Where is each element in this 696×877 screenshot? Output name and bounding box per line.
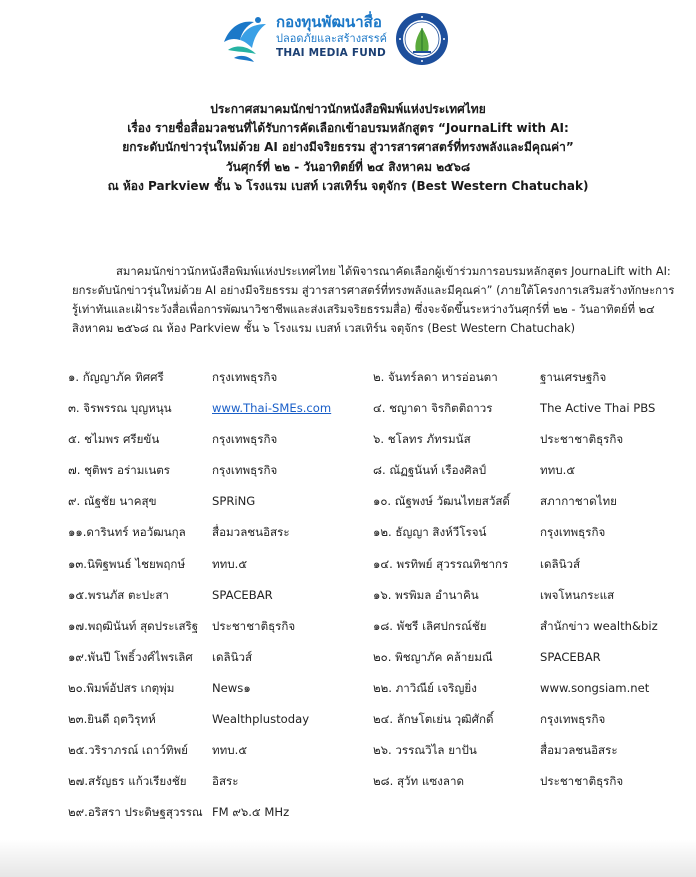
participant-org: ประชาชาติธุรกิจ	[540, 774, 624, 789]
participant-name: ๒๔. ลักษโตเย่น วุฒิศักดิ์	[373, 712, 494, 727]
header-line-4: วันศุกร์ที่ ๒๒ - วันอาทิตย์ที่ ๒๔ สิงหาคม ๒๕๖๘	[225, 159, 471, 174]
announcement-header	[0, 100, 696, 196]
participant-list	[0, 368, 696, 834]
participant-org: กรุงเทพธุรกิจ	[212, 432, 278, 447]
participant-name: ๑๘. พัชรี เลิศปกรณ์ชัย	[373, 618, 487, 633]
participant-name: ๑๓.นิพิฐพนธ์ ไชยพฤกษ์	[68, 556, 186, 571]
participant-org: กรุงเทพธุรกิจ	[540, 712, 606, 727]
list-item	[0, 461, 696, 492]
participant-org: SPACEBAR	[540, 649, 601, 664]
header-line-5: ณ ห้อง Parkview ชั้น ๖ โรงแรม เบสท์ เวสเทิร์น จตุจักร (Best Western Chatuchak)	[107, 178, 589, 193]
participant-org: เดลินิวส์	[212, 649, 253, 664]
thai-smes-link[interactable]: www.Thai-SMEs.com	[212, 401, 332, 416]
participant-org: เดลินิวส์	[540, 556, 581, 571]
list-item	[0, 803, 696, 834]
paragraph-line-3: รู้เท่าทันและเฝ้าระวังสื่อเพื่อการพัฒนาวิชาชีพและส่งเสริมจริยธรรมสื่อ) ซึ่งจะจัดขึ้นระหว่างวันศุกร์ที่ ๒๒ - วันอาทิตย์ที่ ๒๔	[72, 303, 655, 316]
participant-org: SPACEBAR	[212, 587, 273, 602]
participant-name: ๒๓.ยินดี ฤตวิรุทห์	[68, 712, 156, 727]
participant-org: กรุงเทพธุรกิจ	[540, 525, 606, 540]
participant-name: ๖. ชโลทร ภัทรมนัส	[373, 432, 471, 447]
participant-org: ประชาชาติธุรกิจ	[212, 618, 296, 633]
participant-name: ๓. จิรพรรณ บุญหนุน	[68, 401, 172, 416]
list-item	[0, 772, 696, 803]
list-item	[0, 555, 696, 586]
participant-org: กรุงเทพธุรกิจ	[212, 370, 278, 384]
participant-org: กรุงเทพธุรกิจ	[212, 463, 278, 478]
list-item	[0, 741, 696, 772]
logo-area	[0, 10, 696, 70]
participant-name: ๗. ชุติพร อร่ามเนตร	[68, 463, 171, 478]
participant-name: ๒๙.อริสรา ประดิษฐสุวรรณ	[68, 805, 203, 820]
participant-name: ๑๔. พรทิพย์ สุวรรณทิชากร	[373, 556, 509, 571]
list-item	[0, 399, 696, 430]
participant-name: ๒๒. ภาวิณีย์ เจริญยิ่ง	[373, 680, 477, 695]
participant-name: ๒๐. พิชญาภัค คล้ายมณี	[373, 649, 493, 664]
participant-name: ๒. จันทร์ลดา หารอ่อนตา	[373, 370, 498, 384]
participant-name: ๑๑.ดารินทร์ หอวัฒนกุล	[68, 525, 186, 540]
participant-org: อิสระ	[212, 774, 239, 789]
participant-name: ๑๗.พฤฒินันท์ สุดประเสริฐ	[68, 618, 199, 633]
participant-name: ๑. กัญญาภัค ทิศศรี	[68, 370, 164, 384]
paragraph-line-4: สิงหาคม ๒๕๖๘ ณ ห้อง Parkview ชั้น ๖ โรงแรม เบสท์ เวสเทิร์น จตุจักร (Best Western Chatuchak)	[72, 322, 576, 335]
participant-org: ประชาชาติธุรกิจ	[540, 432, 624, 447]
announcement-paragraph	[72, 262, 675, 338]
header-line-2: เรื่อง รายชื่อสื่อมวลชนที่ได้รับการคัดเลือกเข้าอบรมหลักสูตร “JournaLift with AI:	[127, 121, 569, 136]
participant-org: The Active Thai PBS	[540, 401, 656, 416]
participant-org: ททบ.๕	[540, 463, 576, 478]
participant-org: www.songsiam.net	[540, 680, 650, 695]
participant-name: ๒๘. สุวัท แซงลาด	[373, 774, 465, 789]
participant-org: ฐานเศรษฐกิจ	[540, 370, 607, 384]
participant-name: ๑๒. ธัญญา สิงห์วีโรจน์	[373, 525, 487, 540]
participant-org: ททบ.๕	[212, 556, 248, 571]
list-item	[0, 368, 696, 399]
participant-name: ๒๗.สรัญธร แก้วเรียงชัย	[68, 774, 187, 789]
participant-org: สำนักข่าว wealth&biz	[540, 618, 658, 633]
journalists-association-seal-icon	[395, 12, 449, 66]
list-item	[0, 430, 696, 461]
participant-name: ๔. ชญาดา จิรกิตติถาวร	[373, 401, 493, 416]
participant-org: ททบ.๕	[212, 743, 248, 758]
participant-name: ๑๐. ณัฐพงษ์ วัฒนไทยสวัสดิ์	[373, 494, 510, 509]
participant-name: ๑๙.พันปี โพธิ์วงศ์ไพรเลิศ	[68, 649, 193, 664]
bottom-shadow	[0, 840, 696, 877]
list-item	[0, 617, 696, 648]
tmf-english-name: THAI MEDIA FUND	[276, 47, 386, 59]
header-line-1: ประกาศสมาคมนักข่าวนักหนังสือพิมพ์แห่งประเทศไทย	[210, 102, 486, 116]
list-item	[0, 586, 696, 617]
paragraph-line-1: สมาคมนักข่าวนักหนังสือพิมพ์แห่งประเทศไทย ได้พิจารณาคัดเลือกผู้เข้าร่วมการอบรมหลักสูตร JournaLift with AI:	[116, 265, 671, 278]
participant-org: สภากาชาดไทย	[540, 494, 617, 509]
participant-name: ๒๕.วริราภรณ์ เถาว์ทิพย์	[68, 743, 188, 758]
participant-name: ๕. ชไมพร ศรียขัน	[68, 432, 160, 447]
participant-name: ๙. ณัฐชัย นาคสุข	[68, 494, 157, 509]
header-line-3: ยกระดับนักข่าวรุ่นใหม่ด้วย AI อย่างมีจริยธรรม สู่วารสารศาสตร์ที่ทรงพลังและมีคุณค่า”	[122, 140, 574, 155]
tmf-tagline: ปลอดภัยและสร้างสรรค์	[276, 32, 387, 45]
participant-name: ๘. ณัฏฐนันท์ เรืองศิลป์	[373, 463, 487, 478]
participant-name: ๑๖. พรพิมล อำนาคิน	[373, 587, 479, 602]
list-item	[0, 492, 696, 523]
tmf-thai-name: กองทุนพัฒนาสื่อ	[276, 13, 382, 31]
participant-name: ๒๖. วรรณวิไล ยาปัน	[373, 743, 477, 758]
participant-name: ๒๐.พิมพ์อัปสร เกตุพุ่ม	[68, 680, 175, 695]
participant-org: สื่อมวลชนอิสระ	[212, 525, 290, 540]
participant-org: SPRiNG	[212, 494, 256, 509]
participant-org: สื่อมวลชนอิสระ	[540, 743, 618, 758]
bird-wave-logo-icon	[220, 12, 270, 64]
list-item	[0, 679, 696, 710]
participant-name: ๑๕.พรนภัส ตะปะสา	[68, 587, 169, 602]
participant-org: Wealthplustoday	[212, 712, 310, 727]
list-item	[0, 710, 696, 741]
paragraph-line-2: ยกระดับนักข่าวรุ่นใหม่ด้วย AI อย่างมีจริยธรรม สู่วารสารศาสตร์ที่ทรงพลังและมีคุณค่า” (ภายใต้โครงการเสริมสร้างทักษะการ	[72, 284, 675, 297]
participant-org: News๑	[212, 680, 251, 695]
list-item	[0, 523, 696, 554]
list-item	[0, 648, 696, 679]
thai-media-fund-logo	[220, 10, 387, 66]
participant-org: FM ๙๖.๕ MHz	[212, 805, 290, 820]
participant-org: เพจโหนกระแส	[540, 587, 615, 602]
